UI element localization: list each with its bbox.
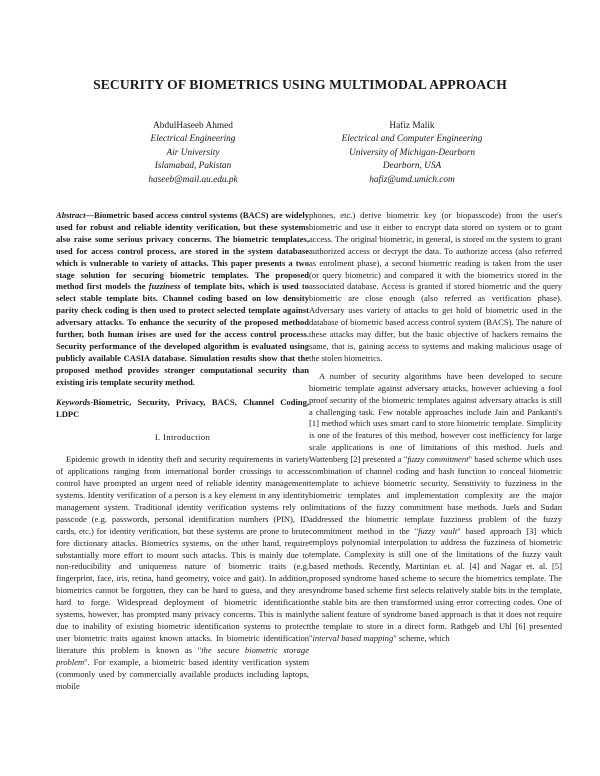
abstract-label: Abstract [56,210,86,220]
author-email: haseeb@mail.au.edu.pk [148,174,238,185]
right-emphasis-1: fuzzy commitment [407,454,469,465]
abstract-emphasis: fuzziness [148,281,181,292]
intro-emphasis: the secure biometric storage problem [56,644,309,667]
right-text-1: A number of security algorithms have been developed to secure biometric template against adversary attacks, however achieving a fool proof security of the biometric templates against adversary attacks is still a challenging task. Few notable approaches include Jain and Pankanti's [1] method which uses smart card to store biometric template. Simplicity is one of the features of this method, however cost inefficiency for large scale applications is one of limitations of this method. Juels and Wattenberg [2] presented a " [309,370,562,465]
author-name: Hafiz Malik [389,121,435,131]
intro-text-2: ". For example, a biometric based identity verification system (commonly used by commercially available products including laptops, mobile [56,656,309,691]
intro-paragraph-1 [56,454,309,692]
right-column [309,210,562,645]
author-department: Electrical Engineering [150,134,236,145]
left-column [56,210,309,692]
author-block-1 [83,120,303,187]
author-organization: University of Michigan-Dearborn [348,147,475,158]
keywords-label: Keywords [56,396,91,407]
keywords-text: -Biometric, Security, Privacy, BACS, Channel Coding, LDPC [56,396,309,419]
author-email: hafiz@umd.umich.com [369,174,455,185]
author-location: Dearborn, USA [382,161,442,172]
author-location: Islamabad, Pakistan [154,161,232,172]
right-emphasis-2: fuzzy vault [418,525,458,536]
right-text-4: " scheme, which [393,632,450,643]
author-organization: Air University [166,147,220,158]
right-emphasis-3: interval based mapping [312,632,394,643]
author-department: Electrical and Computer Engineering [341,134,483,145]
section-heading: I. Introduction [154,432,211,443]
right-text-2: " based scheme which uses combination of channel coding and hash function to conceal biometric template to achieve biometric security. Sensitivity to fuzziness in the biometric templates and implementation complexity are the major limitations of the fuzzy commitment base methods. Juels and Sudan addressed the biometric template fuzziness problem of the fuzzy commitment method in the " [309,454,562,536]
right-paragraph-2 [309,371,562,645]
paper-title: SECURITY OF BIOMETRICS USING MULTIMODAL APPROACH [93,77,507,92]
abstract-text-1: —Biometric based access control systems (BACS) are widely used for robust and reliable identity verification, but these systems also raise some serious privacy concerns. The biometric templates, used for access control process, are stored in the system database which is vulnerable to variety of attacks. This paper presents a two stage solution for securing biometric templates. The proposed method first models the [56,210,309,292]
right-paragraph-1: phones, etc.) derive biometric key (or biopasscode) from the user's biometric and use it either to encrypt data stored on system or to grant access. The original biometric, in general, is stored on the system to grant authorized access or decrypt the data. To authorize access (also referred as enrolment phase), a second biometric reading is taken from the user (or query biometric) and compared it with the biometrics stored in the associated database. Access is granted if stored biometric and the query biometric are close enough (also referred as verification phase). Adversary uses variety of attacks to get hold of biometric used in the database of biometric based access control system (BACS). The nature of these attacks may differ, but the basic objective of hackers remains the same, that is, gaining access to systems and making malicious usage of the stolen biometrics. [309,210,562,363]
abstract [56,210,309,389]
keywords [56,397,309,421]
author-block-2 [302,120,522,187]
right-text-3: " based approach [3] which employs polynomial interpolation to address the fuzziness of biometric template. Complexity is still one of the limitations of the fuzzy vault based methods. Recently, Martinian et. al. [4] and Nagar et. al. [5] proposed syndrome based scheme to secure the biometrics template. The syndrome based scheme first selects relatively stable bits in the template, the stable bits are then transformed using error correcting codes. One of the salient feature of syndrome based approach is that it does not require the template to store in a direct form. Rathgeb and Uhl [6] presented " [309,525,562,643]
abstract-text-2: of template bits, which is used to select stable template bits. Channel coding based on low density parity check coding is then used to protect selected template against adversary attacks. To enhance the security of the proposed method further, both human irises are used for the access control process. Security performance of the developed algorithm is evaluated using publicly available CASIA database. Simulation results show that the proposed method provides stronger computational security than existing iris template security method. [56,281,309,387]
author-name: AbdulHaseeb Ahmed [153,121,233,131]
intro-text-1: Epidemic growth in identity theft and security requirements in variety of applications ranging from international border crossings to access control have prompted an urgent need of reliable identity management systems. Identity verification of a person is a key element in any identity management system. Traditional identity verification systems rely on passcode (e.g. passwords, personal identification numbers (PIN), ID cards, etc.) for identity verification, but these systems are prone to brute fore dictionary attacks. Biometrics systems, on the other hand, require substantially more effort to mount such attacks. This is mainly due to non-reducibility and uniqueness nature of biometric traits (e.g. fingerprint, face, iris, retina, hand geometry, voice and gait). In addition, biometrics cannot be forgotten, they can be hard to guess, and they are hard to forge. Widespread deployment of biometric identification systems, however, has prompted many privacy concerns. This is mainly due to inability of existing biometric identification systems to protect user biometric traits against known attacks. In biometric identification literature this problem is known as " [56,454,309,655]
